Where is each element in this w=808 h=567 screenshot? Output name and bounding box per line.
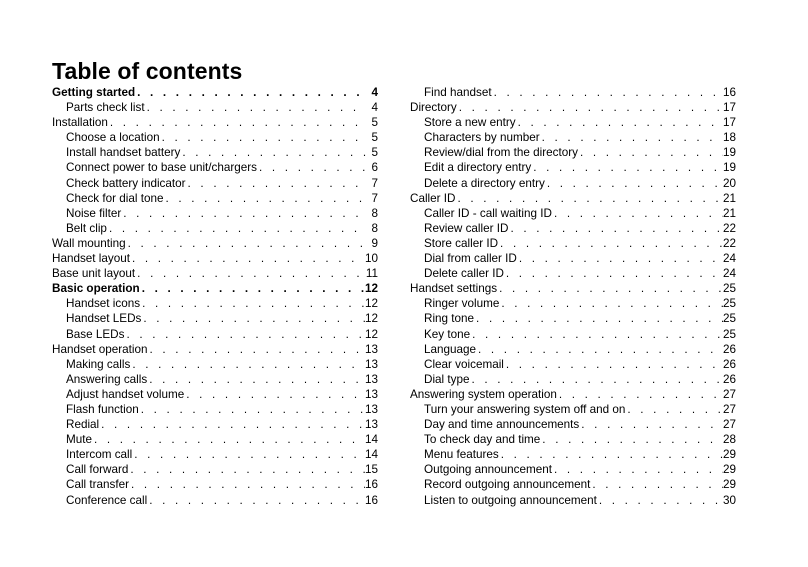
dot-leader (469, 372, 723, 387)
toc-page-number: 29 (722, 463, 736, 477)
toc-subentry[interactable] (52, 311, 378, 326)
toc-entry-label: Check battery indicator (66, 176, 186, 190)
toc-entry-label: Record outgoing announcement (424, 478, 591, 492)
toc-page-number: 19 (722, 161, 736, 175)
toc-entry-label: Edit a directory entry (424, 161, 532, 175)
toc-subentry[interactable] (52, 145, 378, 160)
toc-entry-label: Answering system operation (410, 387, 557, 401)
toc-entry-label: Handset settings (410, 282, 498, 296)
toc-entry-label: Caller ID (410, 191, 456, 205)
toc-subentry[interactable] (410, 145, 736, 160)
toc-entry-label: Review caller ID (424, 221, 509, 235)
toc-page-number: 12 (364, 327, 378, 341)
toc-section-entry[interactable] (52, 85, 378, 100)
toc-page-number: 4 (371, 86, 378, 99)
toc-section-entry[interactable] (410, 387, 736, 402)
toc-entry-label: Dial type (424, 372, 470, 386)
dot-leader (140, 296, 365, 311)
toc-subentry[interactable] (410, 477, 736, 492)
toc-page-number: 25 (722, 282, 736, 296)
toc-page-number: 21 (722, 191, 736, 205)
dot-leader (147, 372, 365, 387)
toc-page-number: 7 (371, 191, 378, 205)
toc-section-entry[interactable] (410, 191, 736, 206)
toc-entry-label: Conference call (66, 493, 148, 507)
toc-entry-label: Intercom call (66, 448, 133, 462)
toc-page-number: 16 (722, 86, 736, 99)
dot-leader (129, 477, 365, 492)
toc-page-number: 27 (722, 418, 736, 432)
toc-entry-label: Review/dial from the directory (424, 146, 578, 160)
toc-entry-label: Basic operation (52, 282, 140, 296)
dot-leader (130, 357, 365, 372)
toc-subentry[interactable] (410, 327, 736, 342)
toc-subentry[interactable] (410, 432, 736, 447)
dot-leader (126, 236, 366, 251)
toc-section-entry[interactable] (52, 342, 378, 357)
dot-leader (135, 266, 366, 281)
toc-page-number: 6 (371, 161, 378, 175)
toc-page-number: 14 (364, 433, 378, 447)
toc-subentry[interactable] (52, 296, 378, 311)
toc-entry-label: Characters by number (424, 131, 540, 145)
toc-entry-label: Wall mounting (52, 236, 126, 250)
toc-page-number: 13 (364, 418, 378, 432)
toc-subentry[interactable] (52, 493, 378, 508)
dot-leader (552, 206, 723, 221)
toc-entry-label: Directory (410, 101, 457, 115)
toc-subentry[interactable] (410, 160, 736, 175)
dot-leader (145, 100, 366, 115)
page-title: Table of contents (52, 58, 243, 84)
toc-page-number: 15 (364, 463, 378, 477)
dot-leader (625, 402, 723, 417)
toc-subentry[interactable] (410, 311, 736, 326)
toc-entry-label: Call forward (66, 463, 129, 477)
dot-leader (186, 176, 366, 191)
toc-page-number: 26 (722, 342, 736, 356)
toc-entry-label: Base LEDs (66, 327, 125, 341)
toc-subentry[interactable] (410, 372, 736, 387)
toc-section-entry[interactable] (52, 115, 378, 130)
toc-entry-label: Delete caller ID (424, 267, 504, 281)
dot-leader (99, 417, 365, 432)
toc-entry-label: Check for dial tone (66, 191, 164, 205)
toc-section-entry[interactable] (410, 100, 736, 115)
toc-right-column (410, 85, 736, 508)
dot-leader (139, 402, 365, 417)
toc-page-number: 8 (371, 221, 378, 235)
toc-page-number: 16 (364, 493, 378, 507)
toc-entry-label: Installation (52, 116, 108, 130)
dot-leader (517, 251, 723, 266)
toc-page-number: 9 (371, 236, 378, 250)
toc-section-entry[interactable] (52, 266, 378, 281)
dot-leader (499, 447, 723, 462)
dot-leader (160, 130, 366, 145)
toc-page-number: 29 (722, 478, 736, 492)
toc-page-number: 5 (371, 116, 378, 130)
dot-leader (147, 493, 365, 508)
toc-subentry[interactable] (410, 342, 736, 357)
dot-leader (108, 115, 366, 130)
toc-subentry[interactable] (52, 191, 378, 206)
dot-leader (531, 160, 723, 175)
toc-page-number: 17 (722, 116, 736, 130)
dot-leader (498, 236, 723, 251)
toc-entry-label: Getting started (52, 86, 136, 99)
dot-leader (579, 417, 723, 432)
dot-leader (184, 387, 365, 402)
toc-page-number: 7 (371, 176, 378, 190)
toc-entry-label: Store caller ID (424, 236, 499, 250)
toc-page-number: 12 (364, 297, 378, 311)
dot-leader (92, 432, 365, 447)
toc-entry-label: Delete a directory entry (424, 176, 545, 190)
toc-entry-label: Find handset (424, 86, 492, 99)
toc-subentry[interactable] (52, 387, 378, 402)
toc-page-number: 13 (364, 372, 378, 386)
toc-subentry[interactable] (410, 493, 736, 508)
toc-page-number: 21 (722, 206, 736, 220)
dot-leader (141, 311, 365, 326)
toc-page-number: 30 (722, 493, 736, 507)
toc-entry-label: Base unit layout (52, 267, 136, 281)
toc-entry-label: Answering calls (66, 372, 148, 386)
toc-subentry[interactable] (410, 266, 736, 281)
dot-leader (540, 432, 723, 447)
toc-subentry[interactable] (410, 462, 736, 477)
toc-entry-label: To check day and time (424, 433, 541, 447)
toc-entry-label: Key tone (424, 327, 471, 341)
dot-leader (590, 477, 723, 492)
dot-leader (140, 281, 365, 296)
toc-page-number: 12 (364, 282, 378, 296)
toc-entry-label: Dial from caller ID (424, 252, 517, 266)
toc-page-number: 4 (371, 101, 378, 115)
dot-leader (121, 206, 366, 221)
toc-subentry[interactable] (410, 357, 736, 372)
toc-entry-label: Menu features (424, 448, 499, 462)
dot-leader (474, 311, 723, 326)
toc-entry-label: Choose a location (66, 131, 160, 145)
dot-leader (597, 493, 723, 508)
dot-leader (508, 221, 723, 236)
dot-leader (545, 176, 723, 191)
toc-page-number: 25 (722, 327, 736, 341)
toc-page-number: 25 (722, 312, 736, 326)
toc-subentry[interactable] (52, 432, 378, 447)
toc-entry-label: Listen to outgoing announcement (424, 493, 597, 507)
toc-entry-label: Caller ID - call waiting ID (424, 206, 552, 220)
toc-entry-label: Call transfer (66, 478, 130, 492)
toc-page-number: 13 (364, 357, 378, 371)
dot-leader (470, 327, 723, 342)
toc-entry-label: Parts check list (66, 101, 145, 115)
toc-subentry[interactable] (52, 417, 378, 432)
toc-subentry[interactable] (410, 251, 736, 266)
toc-subentry[interactable] (410, 296, 736, 311)
toc-page-number: 13 (364, 387, 378, 401)
toc-subentry[interactable] (52, 357, 378, 372)
dot-leader (455, 191, 723, 206)
dot-leader (497, 281, 723, 296)
toc-page-number: 22 (722, 236, 736, 250)
toc-subentry[interactable] (52, 402, 378, 417)
toc-subentry[interactable] (52, 100, 378, 115)
toc-subentry[interactable] (410, 85, 736, 100)
toc-page-number: 5 (371, 146, 378, 160)
toc-entry-label: Redial (66, 418, 100, 432)
toc-subentry[interactable] (410, 236, 736, 251)
toc-entry-label: Clear voicemail (424, 357, 504, 371)
toc-entry-label: Mute (66, 433, 92, 447)
toc-page-number: 28 (722, 433, 736, 447)
toc-subentry[interactable] (410, 206, 736, 221)
toc-entry-label: Handset layout (52, 252, 130, 266)
toc-entry-label: Store a new entry (424, 116, 516, 130)
toc-entry-label: Flash function (66, 402, 139, 416)
toc-subentry[interactable] (52, 477, 378, 492)
toc-entry-label: Connect power to base unit/chargers (66, 161, 258, 175)
dot-leader (135, 85, 366, 100)
toc-page-number: 14 (364, 448, 378, 462)
toc-page-number: 8 (371, 206, 378, 220)
toc-page-number: 17 (722, 101, 736, 115)
toc-page-number: 24 (722, 252, 736, 266)
toc-entry-label: Handset LEDs (66, 312, 142, 326)
toc-page-number: 24 (722, 267, 736, 281)
dot-leader (476, 342, 723, 357)
toc-subentry[interactable] (52, 160, 378, 175)
toc-subentry[interactable] (52, 447, 378, 462)
toc-subentry[interactable] (410, 402, 736, 417)
toc-page-number: 25 (722, 297, 736, 311)
toc-page-number: 22 (722, 221, 736, 235)
toc-section-entry[interactable] (52, 236, 378, 251)
dot-leader (540, 130, 723, 145)
dot-leader (578, 145, 723, 160)
toc-subentry[interactable] (52, 372, 378, 387)
toc-subentry[interactable] (410, 417, 736, 432)
toc-subentry[interactable] (410, 176, 736, 191)
toc-left-column (52, 85, 378, 508)
toc-page-number: 27 (722, 402, 736, 416)
dot-leader (499, 296, 723, 311)
toc-entry-label: Language (424, 342, 477, 356)
toc-page-number: 10 (364, 252, 378, 266)
toc-page-number: 13 (364, 402, 378, 416)
toc-section-entry[interactable] (410, 281, 736, 296)
dot-leader (124, 327, 365, 342)
dot-leader (180, 145, 366, 160)
toc-subentry[interactable] (52, 206, 378, 221)
toc-page-number: 16 (364, 478, 378, 492)
toc-subentry[interactable] (52, 462, 378, 477)
toc-entry-label: Belt clip (66, 221, 107, 235)
toc-subentry[interactable] (410, 115, 736, 130)
toc-page-number: 26 (722, 372, 736, 386)
toc-subentry[interactable] (410, 130, 736, 145)
dot-leader (128, 462, 365, 477)
toc-entry-label: Making calls (66, 357, 131, 371)
toc-subentry[interactable] (52, 176, 378, 191)
toc-entry-label: Day and time announcements (424, 418, 580, 432)
toc-entry-label: Handset operation (52, 342, 148, 356)
toc-entry-label: Noise filter (66, 206, 122, 220)
toc-entry-label: Turn your answering system off and on (424, 402, 626, 416)
toc-entry-label: Handset icons (66, 297, 141, 311)
toc-page-number: 18 (722, 131, 736, 145)
toc-entry-label: Adjust handset volume (66, 387, 185, 401)
dot-leader (504, 266, 723, 281)
toc-page-number: 19 (722, 146, 736, 160)
toc-entry-label: Ring tone (424, 312, 475, 326)
toc-subentry[interactable] (52, 221, 378, 236)
toc-section-entry[interactable] (52, 281, 378, 296)
dot-leader (516, 115, 723, 130)
toc-page-number: 5 (371, 131, 378, 145)
dot-leader (557, 387, 723, 402)
toc-page-number: 12 (364, 312, 378, 326)
dot-leader (163, 191, 366, 206)
dot-leader (492, 85, 723, 100)
toc-section-entry[interactable] (52, 251, 378, 266)
dot-leader (148, 342, 365, 357)
toc-subentry[interactable] (52, 327, 378, 342)
dot-leader (504, 357, 723, 372)
dot-leader (107, 221, 366, 236)
toc-page-number: 11 (365, 267, 378, 281)
toc-subentry[interactable] (410, 221, 736, 236)
dot-leader (457, 100, 723, 115)
toc-entry-label: Ringer volume (424, 297, 500, 311)
dot-leader (552, 462, 723, 477)
toc-page-number: 27 (722, 387, 736, 401)
toc-subentry[interactable] (410, 447, 736, 462)
toc-subentry[interactable] (52, 130, 378, 145)
dot-leader (257, 160, 366, 175)
toc-entry-label: Install handset battery (66, 146, 181, 160)
toc-page-number: 29 (722, 448, 736, 462)
toc-page-number: 20 (722, 176, 736, 190)
toc-page-number: 13 (364, 342, 378, 356)
dot-leader (130, 251, 365, 266)
toc-page-number: 26 (722, 357, 736, 371)
dot-leader (132, 447, 365, 462)
toc-entry-label: Outgoing announcement (424, 463, 553, 477)
